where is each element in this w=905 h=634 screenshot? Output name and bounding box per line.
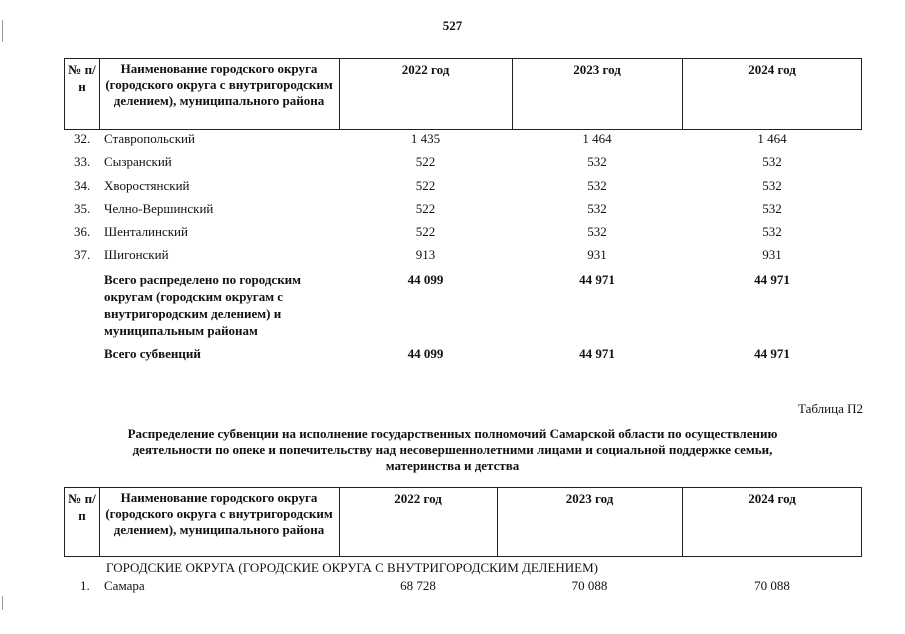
row-2022: 522 — [415, 178, 436, 193]
row-2024: 532 — [762, 224, 782, 239]
row-num: 33. — [74, 154, 91, 169]
row-2024: 70 088 — [754, 578, 790, 593]
row-2023: 532 — [587, 201, 607, 216]
row-name: Ставропольский — [104, 131, 195, 146]
table1-header-2024: 2024 год — [748, 62, 796, 77]
row-name: Самара — [104, 578, 145, 593]
table2-header-2022: 2022 год — [394, 491, 442, 506]
total-subventions-2022: 44 099 — [407, 346, 444, 361]
row-2022: 522 — [415, 154, 436, 169]
row-num: 37. — [74, 247, 91, 262]
row-num: 34. — [74, 178, 91, 193]
row-2023: 1 464 — [582, 131, 612, 146]
row-2022: 68 728 — [400, 578, 436, 593]
table2-label: Таблица П2 — [798, 401, 863, 416]
row-2022: 522 — [415, 201, 436, 216]
row-name: Шигонский — [104, 247, 169, 262]
scan-edge-mark — [2, 596, 3, 610]
row-2024: 532 — [762, 154, 782, 169]
total-distributed-2024: 44 971 — [754, 272, 790, 287]
table2-header-num: № п/п — [68, 491, 96, 523]
total-subventions-label: Всего субвенций — [104, 346, 201, 361]
table2-title — [0, 426, 905, 474]
table2-section-heading: ГОРОДСКИЕ ОКРУГА (ГОРОДСКИЕ ОКРУГА С ВНУТРИГОРОДСКИМ ДЕЛЕНИЕМ) — [106, 560, 599, 575]
row-num: 32. — [74, 131, 91, 146]
row-num: 36. — [74, 224, 91, 239]
row-name: Хворостянский — [104, 178, 190, 193]
table1-header-2022: 2022 год — [401, 62, 450, 77]
table2-header-2024: 2024 год — [748, 491, 796, 506]
row-name: Челно-Вершинский — [104, 201, 214, 216]
table2-title-text: Распределение субвенции на исполнение государственных полномочий Самарской области по осуществлению деятельности по опеке и попечительству над несовершеннолетними лицами и социальной поддержке семьи, материнства и детства — [127, 426, 778, 473]
row-2023: 532 — [587, 178, 607, 193]
table1-header-divider — [99, 58, 100, 130]
row-2024: 532 — [762, 178, 782, 193]
total-subventions-2023: 44 971 — [579, 346, 615, 361]
row-2022: 522 — [415, 224, 436, 239]
total-distributed-2022: 44 099 — [407, 272, 444, 287]
table2-header-2023: 2023 год — [565, 491, 614, 506]
row-num: 1. — [80, 578, 90, 593]
row-2024: 532 — [762, 201, 782, 216]
table1-header-num: № п/н — [68, 62, 96, 94]
row-2023: 532 — [587, 224, 607, 239]
row-num: 35. — [74, 201, 91, 216]
total-distributed-label: Всего распределено по городским округам (городским округам с внутригородским делением) и муниципальным районам — [104, 272, 302, 338]
table2-header-name: Наименование городского округа (городского округа с внутригородским делением), муниципального района — [105, 490, 333, 537]
row-2023: 70 088 — [571, 578, 608, 593]
total-distributed-2023: 44 971 — [579, 272, 615, 287]
row-name: Шенталинский — [104, 224, 188, 239]
table2-header-divider — [99, 487, 100, 557]
scan-edge-mark — [2, 20, 3, 42]
row-2024: 931 — [762, 247, 782, 262]
total-subventions-2024: 44 971 — [754, 346, 790, 361]
row-2022: 1 435 — [410, 131, 441, 146]
page-number: 527 — [442, 18, 463, 33]
row-name: Сызранский — [104, 154, 172, 169]
table1-header-name: Наименование городского округа (городского округа с внутригородским делением), муниципального района — [105, 61, 333, 108]
row-2022: 913 — [415, 247, 436, 262]
row-2023: 931 — [587, 247, 607, 262]
table1-header-2023: 2023 год — [573, 62, 621, 77]
row-2024: 1 464 — [757, 131, 787, 146]
row-2023: 532 — [587, 154, 607, 169]
